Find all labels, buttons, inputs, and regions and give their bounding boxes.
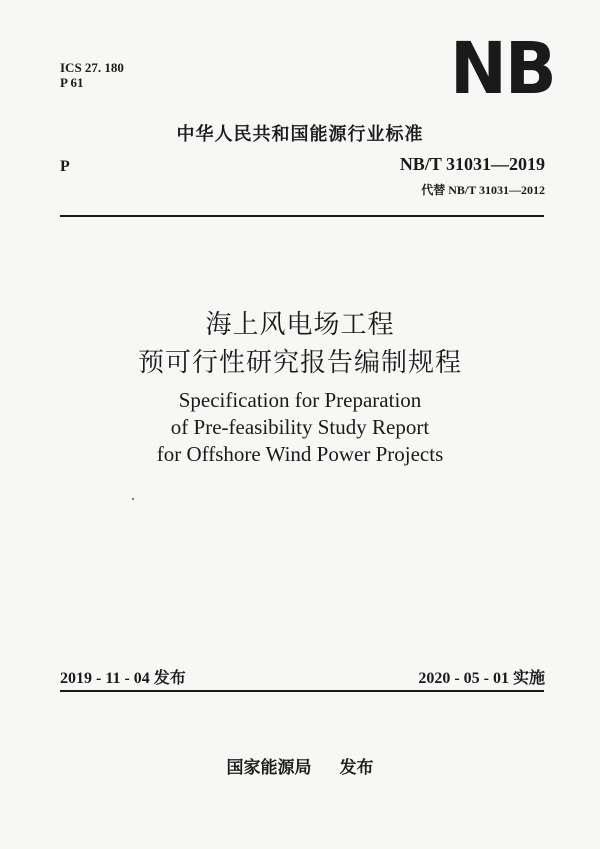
standard-code: NB/T 31031—2019: [399, 154, 545, 174]
chinese-title-line-2: 预可行性研究报告编制规程: [137, 348, 462, 377]
replaces-note: 代替 NB/T 31031—2012: [421, 183, 545, 197]
header-divider: [60, 215, 544, 217]
english-title-line-3: for Offshore Wind Power Projects: [156, 442, 444, 466]
standard-category-title: 中华人民共和国能源行业标准: [176, 124, 424, 144]
issuer-action: 发布: [339, 758, 374, 777]
english-title-line-1: Specification for Preparation: [178, 388, 422, 412]
ics-code: ICS 27. 180: [60, 60, 124, 75]
chinese-title-line-1: 海上风电场工程: [205, 310, 395, 339]
print-speck: [132, 498, 134, 500]
nb-logo: [450, 28, 555, 111]
footer-divider: [60, 690, 544, 692]
classification-letter: P: [60, 158, 70, 175]
nb-logo-text: NB: [450, 28, 555, 111]
ccs-code: P 61: [60, 75, 84, 90]
issue-date: 2019 - 11 - 04 发布: [60, 670, 186, 687]
issuer-line: [0, 753, 600, 778]
classification-codes: [60, 60, 124, 90]
english-title-line-2: of Pre-feasibility Study Report: [170, 415, 430, 439]
issuer-name: 国家能源局: [226, 758, 312, 777]
implementation-date: 2020 - 05 - 01 实施: [418, 670, 545, 687]
